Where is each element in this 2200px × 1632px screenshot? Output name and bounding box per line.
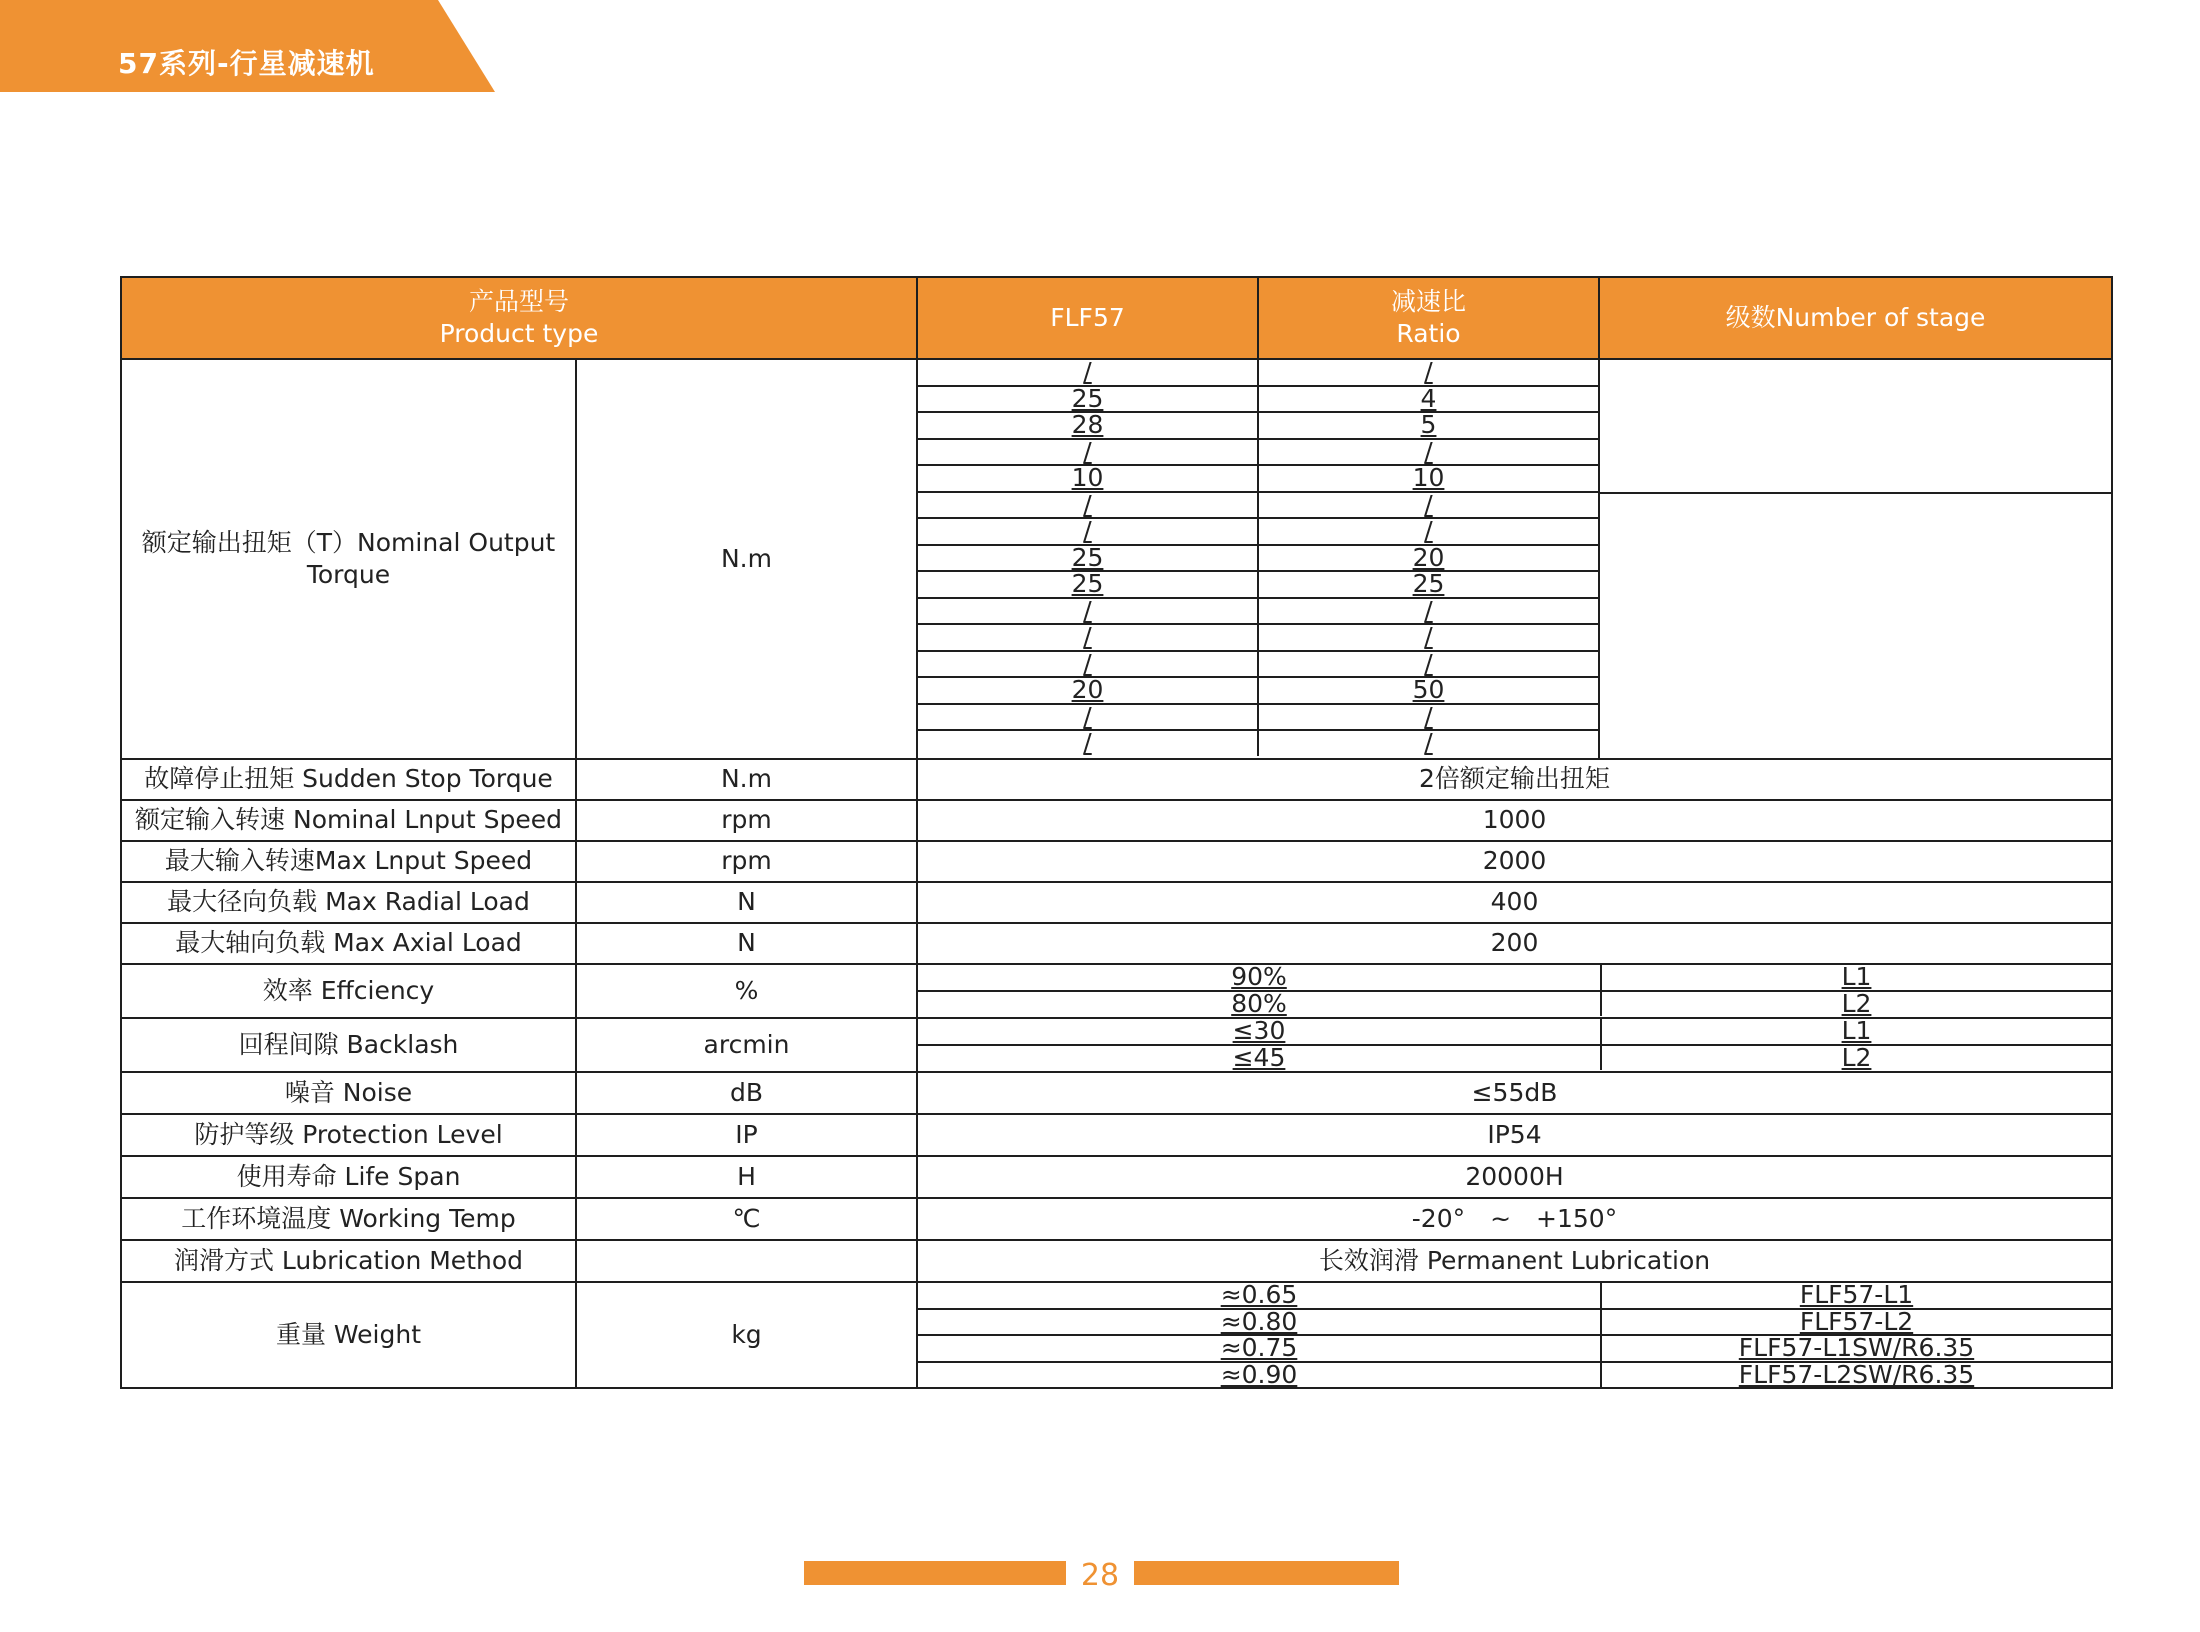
torque-value: / — [918, 651, 1258, 678]
weight-model: FLF57-L1SW/R6.35 — [1601, 1335, 2111, 1362]
spec-unit: rpm — [576, 800, 917, 841]
torque-value: 25 — [918, 571, 1258, 598]
spec-unit: IP — [576, 1114, 917, 1156]
torque-value: 25 — [918, 545, 1258, 572]
weight-value: ≈0.75 — [918, 1335, 1601, 1362]
spec-unit: H — [576, 1156, 917, 1198]
spec-row — [121, 1198, 2112, 1240]
weight-model: FLF57-L2SW/R6.35 — [1738, 1359, 1975, 1389]
weight-value-subrow — [918, 1283, 2111, 1309]
weight-value: ≈0.90 — [918, 1362, 1601, 1388]
backlash-value: ≤45 — [918, 1045, 1601, 1071]
table-header-row — [121, 277, 2112, 359]
weight-row — [121, 1282, 2112, 1388]
weight-value-subrow — [918, 1335, 2111, 1362]
weight-value-subrow — [918, 1309, 2111, 1336]
header-ratio: 减速比 Ratio — [1258, 277, 1599, 359]
torque-label: 额定输出扭矩（T）Nominal Output Torque — [121, 359, 576, 759]
torque-unit: N.m — [576, 359, 917, 759]
spec-value: IP54 — [917, 1114, 2112, 1156]
ratio-value: / — [1258, 651, 1598, 678]
torque-value: / — [918, 730, 1258, 756]
footer-bar-left — [804, 1561, 1066, 1585]
spec-value: ≤55dB — [917, 1072, 2112, 1114]
ratio-value: 25 — [1258, 571, 1598, 598]
backlash-row — [121, 1018, 2112, 1072]
spec-label: 额定输入转速 Nominal Lnput Speed — [121, 800, 576, 841]
ratio-value: / — [1424, 728, 1433, 758]
torque-subrow — [918, 386, 1598, 413]
weight-model: FLF57-L2 — [1601, 1309, 2111, 1336]
spec-label: 最大径向负载 Max Radial Load — [121, 882, 576, 923]
torque-subrow — [918, 360, 1598, 386]
torque-values-grid — [918, 357, 1598, 758]
stage-cell-2 — [1600, 494, 2111, 758]
efficiency-grid — [918, 962, 2111, 1018]
backlash-values — [917, 1018, 2112, 1072]
efficiency-value: 80% — [918, 991, 1601, 1017]
spec-row — [121, 759, 2112, 800]
weight-unit: kg — [576, 1282, 917, 1388]
torque-subrow — [918, 704, 1598, 731]
spec-value: 长效润滑 Permanent Lubrication — [917, 1240, 2112, 1282]
spec-value: -20° ~ +150° — [917, 1198, 2112, 1240]
spec-unit: ℃ — [576, 1198, 917, 1240]
page-number: 28 — [1080, 1558, 1120, 1593]
ratio-value: / — [1258, 598, 1598, 625]
ratio-value: 10 — [1258, 465, 1598, 492]
weight-model: FLF57-L1 — [1601, 1283, 2111, 1309]
torque-subrow — [918, 651, 1598, 678]
weight-value-subrow — [918, 1362, 2111, 1388]
spec-row — [121, 841, 2112, 882]
backlash-stage: L2 — [1841, 1042, 1872, 1072]
spec-table — [120, 276, 2113, 1389]
torque-value: / — [918, 492, 1258, 519]
spec-row — [121, 882, 2112, 923]
backlash-stage: L1 — [1601, 1019, 2111, 1045]
efficiency-value-subrow — [918, 991, 2111, 1017]
header-product-type: 产品型号 Product type — [121, 277, 917, 359]
efficiency-stage: L1 — [1601, 965, 2111, 991]
weight-values — [917, 1282, 2112, 1388]
torque-value: / — [918, 704, 1258, 731]
spec-row — [121, 800, 2112, 841]
backlash-value: ≤30 — [918, 1019, 1601, 1045]
spec-value: 1000 — [917, 800, 2112, 841]
spec-label: 润滑方式 Lubrication Method — [121, 1240, 576, 1282]
ratio-value: / — [1258, 439, 1598, 466]
torque-value: 28 — [918, 412, 1258, 439]
torque-subrow — [918, 624, 1598, 651]
weight-value: ≈0.65 — [918, 1283, 1601, 1309]
page-title: 57系列-行星减速机 — [118, 47, 375, 80]
backlash-label: 回程间隙 Backlash — [121, 1018, 576, 1072]
spec-label: 故障停止扭矩 Sudden Stop Torque — [121, 759, 576, 800]
header-model: FLF57 — [917, 277, 1258, 359]
spec-value: 20000H — [917, 1156, 2112, 1198]
efficiency-value: 90% — [918, 965, 1601, 991]
header-stage: 级数Number of stage — [1599, 277, 2112, 359]
spec-label: 防护等级 Protection Level — [121, 1114, 576, 1156]
torque-value: / — [918, 624, 1258, 651]
efficiency-unit: % — [576, 964, 917, 1018]
spec-row — [121, 1114, 2112, 1156]
backlash-grid — [918, 1016, 2111, 1072]
spec-unit — [576, 1240, 917, 1282]
ratio-value: 5 — [1258, 412, 1598, 439]
spec-value: 400 — [917, 882, 2112, 923]
spec-unit: rpm — [576, 841, 917, 882]
spec-row — [121, 1072, 2112, 1114]
ratio-value: 50 — [1258, 677, 1598, 704]
spec-row — [121, 923, 2112, 964]
spec-unit: dB — [576, 1072, 917, 1114]
spec-row — [121, 1240, 2112, 1282]
torque-value: 20 — [918, 677, 1258, 704]
backlash-unit: arcmin — [576, 1018, 917, 1072]
torque-value: 25 — [918, 386, 1258, 413]
spec-row — [121, 1156, 2112, 1198]
torque-row — [121, 359, 2112, 759]
ratio-value: / — [1258, 624, 1598, 651]
efficiency-values — [917, 964, 2112, 1018]
ratio-value: / — [1258, 704, 1598, 731]
backlash-value-subrow — [918, 1019, 2111, 1045]
ratio-value: / — [1258, 518, 1598, 545]
efficiency-label: 效率 Effciency — [121, 964, 576, 1018]
backlash-value-subrow — [918, 1045, 2111, 1071]
torque-subrow — [918, 598, 1598, 625]
torque-stage-cells — [1599, 359, 2112, 759]
torque-subrow — [918, 412, 1598, 439]
spec-label: 噪音 Noise — [121, 1072, 576, 1114]
torque-subrow — [918, 677, 1598, 704]
efficiency-row — [121, 964, 2112, 1018]
ratio-value: 4 — [1258, 386, 1598, 413]
spec-value: 200 — [917, 923, 2112, 964]
efficiency-value-subrow — [918, 965, 2111, 991]
torque-value: 10 — [918, 465, 1258, 492]
footer-bar-right — [1134, 1561, 1399, 1585]
torque-value: / — [918, 439, 1258, 466]
spec-label: 使用寿命 Life Span — [121, 1156, 576, 1198]
spec-value: 2000 — [917, 841, 2112, 882]
ratio-value: / — [1258, 492, 1598, 519]
efficiency-stage: L2 — [1841, 988, 1872, 1018]
torque-subrow — [918, 465, 1598, 492]
spec-value: 2倍额定输出扭矩 — [917, 759, 2112, 800]
spec-unit: N — [576, 923, 917, 964]
spec-unit: N.m — [576, 759, 917, 800]
ratio-value: 20 — [1258, 545, 1598, 572]
torque-value: / — [918, 598, 1258, 625]
spec-unit: N — [576, 882, 917, 923]
weight-label: 重量 Weight — [121, 1282, 576, 1388]
ratio-value: / — [1258, 360, 1598, 386]
stage-cell-1 — [1600, 360, 2111, 494]
weight-grid — [918, 1280, 2111, 1389]
spec-label: 工作环境温度 Working Temp — [121, 1198, 576, 1240]
torque-value: / — [918, 360, 1258, 386]
torque-values — [917, 359, 1599, 759]
weight-value: ≈0.80 — [918, 1309, 1601, 1336]
torque-value: / — [918, 518, 1258, 545]
torque-subrow — [918, 492, 1598, 519]
spec-label: 最大输入转速Max Lnput Speed — [121, 841, 576, 882]
torque-subrow — [918, 439, 1598, 466]
torque-subrow — [918, 545, 1598, 572]
torque-subrow — [918, 518, 1598, 545]
spec-label: 最大轴向负载 Max Axial Load — [121, 923, 576, 964]
torque-subrow — [918, 730, 1598, 756]
torque-subrow — [918, 571, 1598, 598]
